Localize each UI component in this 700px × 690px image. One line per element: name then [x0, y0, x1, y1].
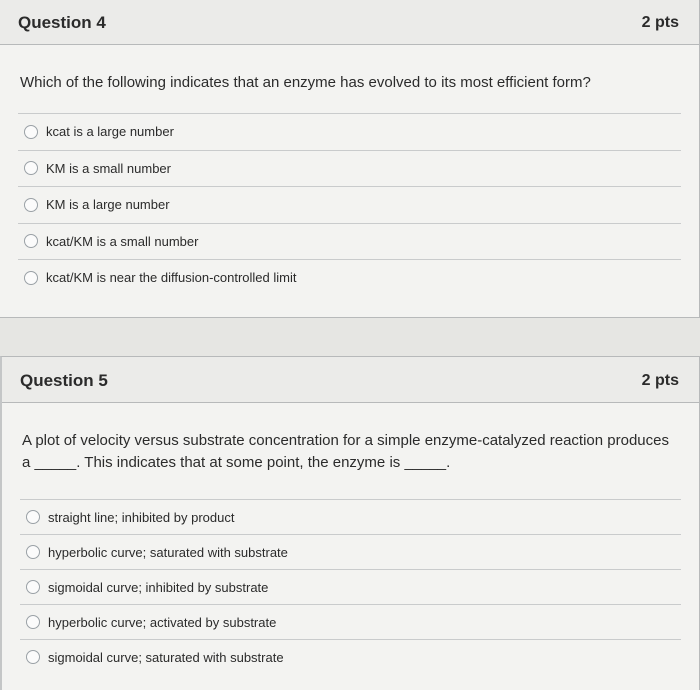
radio-button-icon[interactable]	[24, 125, 38, 139]
answer-option[interactable]	[20, 569, 681, 604]
question-5-card	[0, 356, 700, 690]
question-text: A plot of velocity versus substrate concentration for a simple enzyme-catalyzed reaction produces a _____. This indicates that at some point, the enzyme is _____.	[22, 432, 669, 471]
answer-option[interactable]	[18, 186, 681, 223]
radio-button-icon[interactable]	[26, 650, 40, 664]
answer-option[interactable]	[20, 604, 681, 639]
question-4-header	[0, 0, 699, 45]
answer-label: kcat is a large number	[46, 124, 174, 140]
radio-button-icon[interactable]	[26, 510, 40, 524]
question-points: 2 pts	[641, 13, 679, 31]
answer-label: kcat/KM is near the diffusion-controlled limit	[46, 270, 297, 286]
answer-option[interactable]	[20, 499, 681, 534]
question-5-header	[2, 357, 699, 403]
answer-option[interactable]	[18, 113, 681, 150]
answer-label: KM is a small number	[46, 160, 171, 176]
answer-option[interactable]	[18, 150, 681, 187]
answer-option[interactable]	[20, 534, 681, 569]
answer-list	[0, 113, 699, 296]
radio-button-icon[interactable]	[24, 161, 38, 175]
radio-button-icon[interactable]	[26, 615, 40, 629]
question-text: Which of the following indicates that an enzyme has evolved to its most efficient form?	[20, 74, 591, 91]
answer-option[interactable]	[18, 259, 681, 296]
answer-option[interactable]	[18, 223, 681, 260]
question-points: 2 pts	[641, 371, 679, 389]
answer-label: KM is a large number	[46, 197, 170, 213]
answer-label: kcat/KM is a small number	[46, 233, 199, 249]
answer-label: straight line; inhibited by product	[48, 509, 235, 525]
question-4-card	[0, 0, 700, 318]
answer-label: sigmoidal curve; inhibited by substrate	[48, 579, 269, 595]
answer-list	[2, 499, 699, 674]
radio-button-icon[interactable]	[24, 198, 38, 212]
radio-button-icon[interactable]	[26, 580, 40, 594]
radio-button-icon[interactable]	[24, 234, 38, 248]
answer-label: hyperbolic curve; saturated with substrate	[48, 544, 288, 560]
answer-label: hyperbolic curve; activated by substrate	[48, 614, 277, 630]
radio-button-icon[interactable]	[24, 271, 38, 285]
answer-label: sigmoidal curve; saturated with substrate	[48, 649, 284, 665]
question-title: Question 4	[18, 12, 106, 32]
answer-option[interactable]	[20, 639, 681, 674]
question-title: Question 5	[20, 370, 108, 390]
radio-button-icon[interactable]	[26, 545, 40, 559]
